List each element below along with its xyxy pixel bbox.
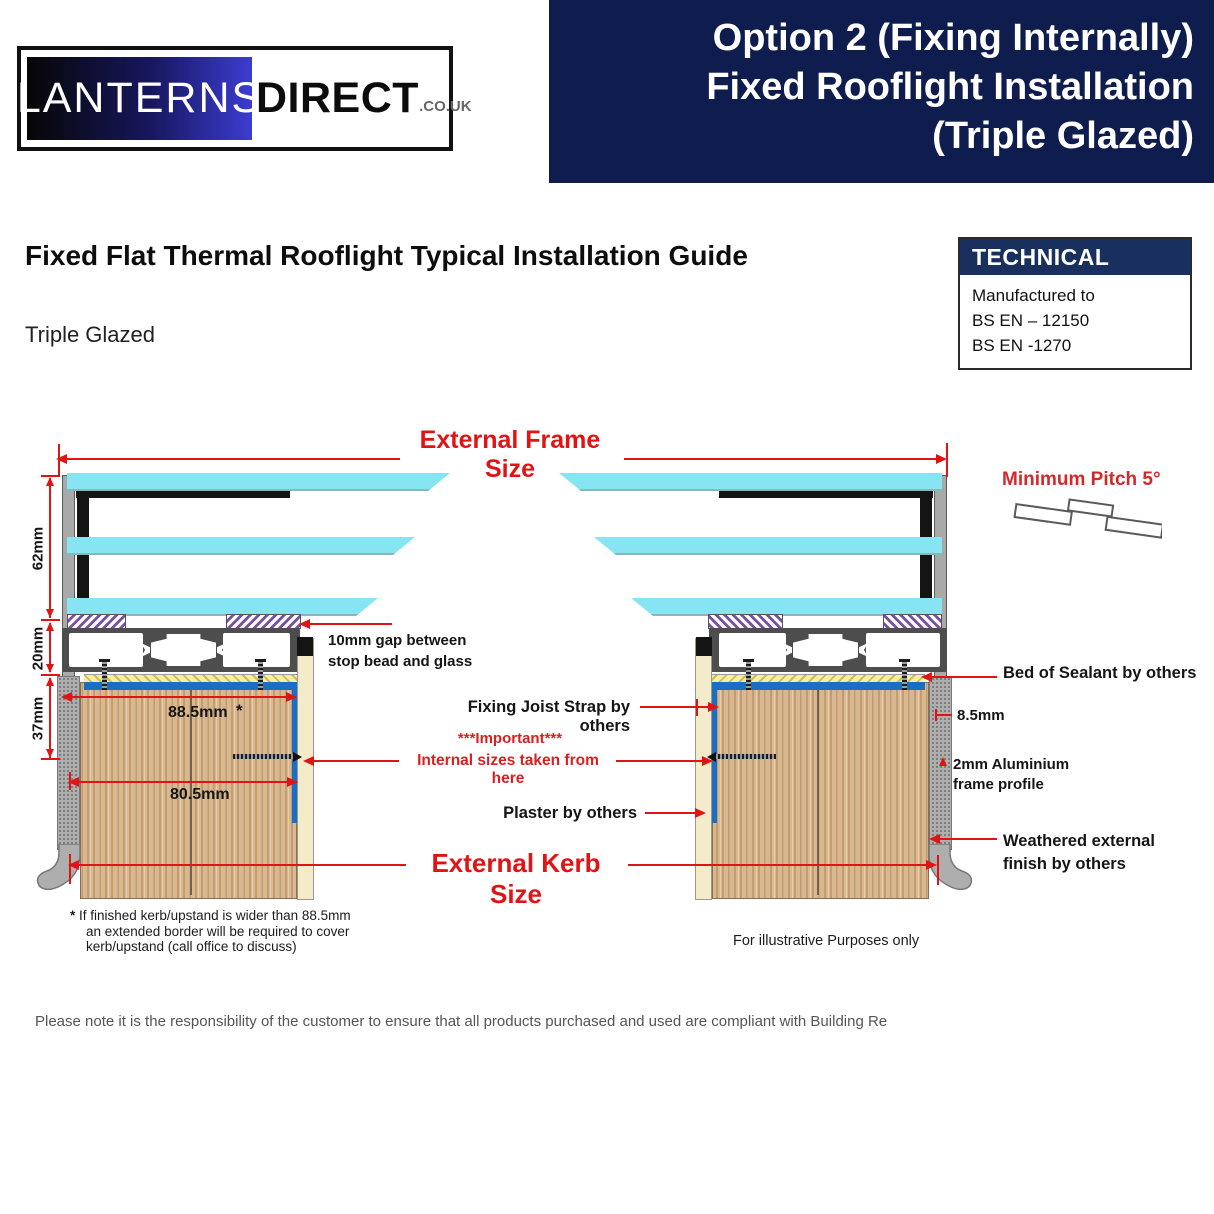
dim-62-arrow-bottom [46,609,54,618]
dim-62-arrow-top [46,477,54,486]
internal-sizes-arrowhead-left [303,756,314,766]
internal-sizes-label: Internal sizes taken from here [417,752,599,787]
header-line-3: (Triple Glazed) [932,115,1194,157]
weathered-line-1: Weathered external [1003,832,1155,850]
kerb-size-tick-right [937,855,939,885]
frame-size-tick-left [58,444,60,477]
page-title: Fixed Flat Thermal Rooflight Typical Installation Guide [25,240,748,271]
dim-37-arrow-top [46,677,54,686]
plaster-label: Plaster by others [503,804,637,822]
fixing-screw-1-head [899,659,910,662]
joist-strap-horizontal [84,682,300,690]
footnote-asterisk: * [70,908,76,923]
internal-sizes-arrow-line-right [616,760,706,762]
gasket-hatch-left [67,614,126,629]
alu-profile-label [953,755,1069,795]
footnote-text-1: If finished kerb/upstand is wider than 88.5mm [79,908,351,923]
illustrative-note: For illustrative Purposes only [733,933,920,949]
technical-box-body [960,275,1190,358]
alu-profile-arrowhead [939,757,947,766]
alu-profile-line-2: frame profile [953,776,1044,793]
glazing-spacer-horizontal [76,491,290,498]
external-frame-size-label: External Frame Size [419,426,601,483]
fixing-screw-2-head [743,659,754,662]
weathered-finish-hook [927,844,973,898]
fixing-screw-2 [258,662,263,690]
sealant-arrow-line [927,676,997,678]
internal-sizes-arrow-line-left [309,760,399,762]
dim-20-label: 20mm [29,626,47,671]
dim-885-arrow-right [286,692,297,702]
technical-line-2: BS EN – 12150 [972,311,1090,330]
kerb-size-tick-left [69,854,71,884]
bed-of-sealant-label: Bed of Sealant by others [1003,664,1197,682]
logo-word-direct: DIRECT [256,74,420,122]
strap-screw-tip [293,752,302,762]
frame-size-dim-line-right [624,458,944,460]
fixing-screw-2 [746,662,751,690]
dim-37-line [49,678,51,758]
header-line-1: Option 2 (Fixing Internally) [712,17,1194,59]
dim-62-line [49,478,51,618]
dim-20-arrow-top [46,622,54,631]
weathered-arrow-line [935,838,997,840]
strap-screw [716,754,776,759]
page-subtitle: Triple Glazed [25,322,156,347]
internal-sizes-arrowhead-right [702,756,713,766]
dim-tick [41,475,60,477]
plaster-arrowhead [695,808,706,818]
dim-805-line [70,781,297,783]
frame-size-tick-right [946,443,948,477]
kerb-size-arrow-right [926,860,937,870]
stop-bead [297,637,313,656]
gap-note-line-2: stop bead and glass [328,653,473,670]
frame-size-dim-line-left [62,458,400,460]
dim-885-label: 88.5mm [168,704,228,721]
header-banner [549,0,1214,183]
minimum-pitch-icon [1010,498,1162,554]
dim-805-label: 80.5mm [170,786,230,803]
glass-pane-middle [67,537,415,555]
fixing-screw-1 [102,662,107,690]
kerb-size-dim-line-left [74,864,406,866]
technical-line-3: BS EN -1270 [972,336,1072,355]
dim-85-label: 8.5mm [957,707,1005,724]
kerb-timber [712,682,929,899]
strap-screw [233,754,293,759]
gap-note-arrowhead [299,619,310,629]
technical-line-1: Manufactured to [972,286,1095,305]
fixing-screw-1 [902,662,907,690]
logo-blue-panel [16,57,263,140]
lanterns-direct-logo [16,46,472,151]
fixing-joist-tick [696,699,698,716]
glazing-spacer-horizontal [719,491,933,498]
gasket-hatch-left [883,614,942,629]
kerb-size-dim-line-right [628,864,932,866]
fixing-joist-arrow-line [640,706,710,708]
header-line-2: Fixed Rooflight Installation [706,66,1194,108]
fixing-joist-label: Fixing Joist Strap by others [467,698,630,735]
external-kerb-size-label: External Kerb Size [431,848,601,909]
plaster-arrow-line [645,812,697,814]
dim-37-label: 37mm [29,696,47,741]
kerb-footnote-line-1 [70,908,351,924]
weathered-finish-hook [36,844,82,898]
dim-20-arrow-bottom [46,664,54,673]
fixing-joist-arrowhead [708,702,719,712]
plaster-strip [695,638,712,900]
technical-box [958,237,1192,370]
glass-pane-middle [594,537,942,555]
logo-tld: .CO.UK [419,98,472,115]
dim-885-arrow-left [61,692,72,702]
kerb-footnote-line-2: an extended border will be required to cover [86,923,350,939]
weathered-label [1003,830,1155,876]
technical-box-title: TECHNICAL [960,239,1190,275]
dim-62-label: 62mm [29,526,47,571]
gasket-hatch-right [226,614,301,629]
weathered-line-2: finish by others [1003,855,1126,873]
cross-section-left [57,440,313,905]
logo-word-lanterns: LANTERNS [16,74,263,122]
fixing-screw-2-head [255,659,266,662]
gasket-hatch-right [708,614,783,629]
gap-note-line-1: 10mm gap between [328,632,467,649]
kerb-footnote [70,908,351,955]
kerb-footnote-line-3: kerb/upstand (call office to discuss) [86,939,297,954]
cross-section-right [696,440,952,905]
weathered-arrowhead [929,834,940,844]
dim-tick [41,674,60,676]
dim-37-arrow-bottom [46,749,54,758]
dim-tick [41,758,60,760]
dim-805-arrow-right [287,777,298,787]
plaster-strip [297,638,314,900]
important-label: ***Important*** [457,730,563,747]
dim-885-asterisk: * [236,701,243,720]
gap-note [328,630,472,672]
gap-note-arrow-line [305,623,392,625]
alu-profile-line-1: 2mm Aluminium [953,756,1070,773]
dim-85-line [936,714,952,716]
dim-85-tick [935,709,937,721]
minimum-pitch-label: Minimum Pitch 5° [1002,469,1161,490]
weathered-finish-strip [57,676,80,850]
dim-tick [69,772,71,790]
fixing-screw-1-head [99,659,110,662]
dim-885-line [63,696,296,698]
stop-bead [696,637,712,656]
glass-pane-top [67,473,450,491]
joist-strap-horizontal [709,682,925,690]
disclaimer-text: Please note it is the responsibility of the customer to ensure that all products purchased and used are compliant with Building Re [35,1013,888,1030]
sealant-arrowhead [921,672,932,682]
